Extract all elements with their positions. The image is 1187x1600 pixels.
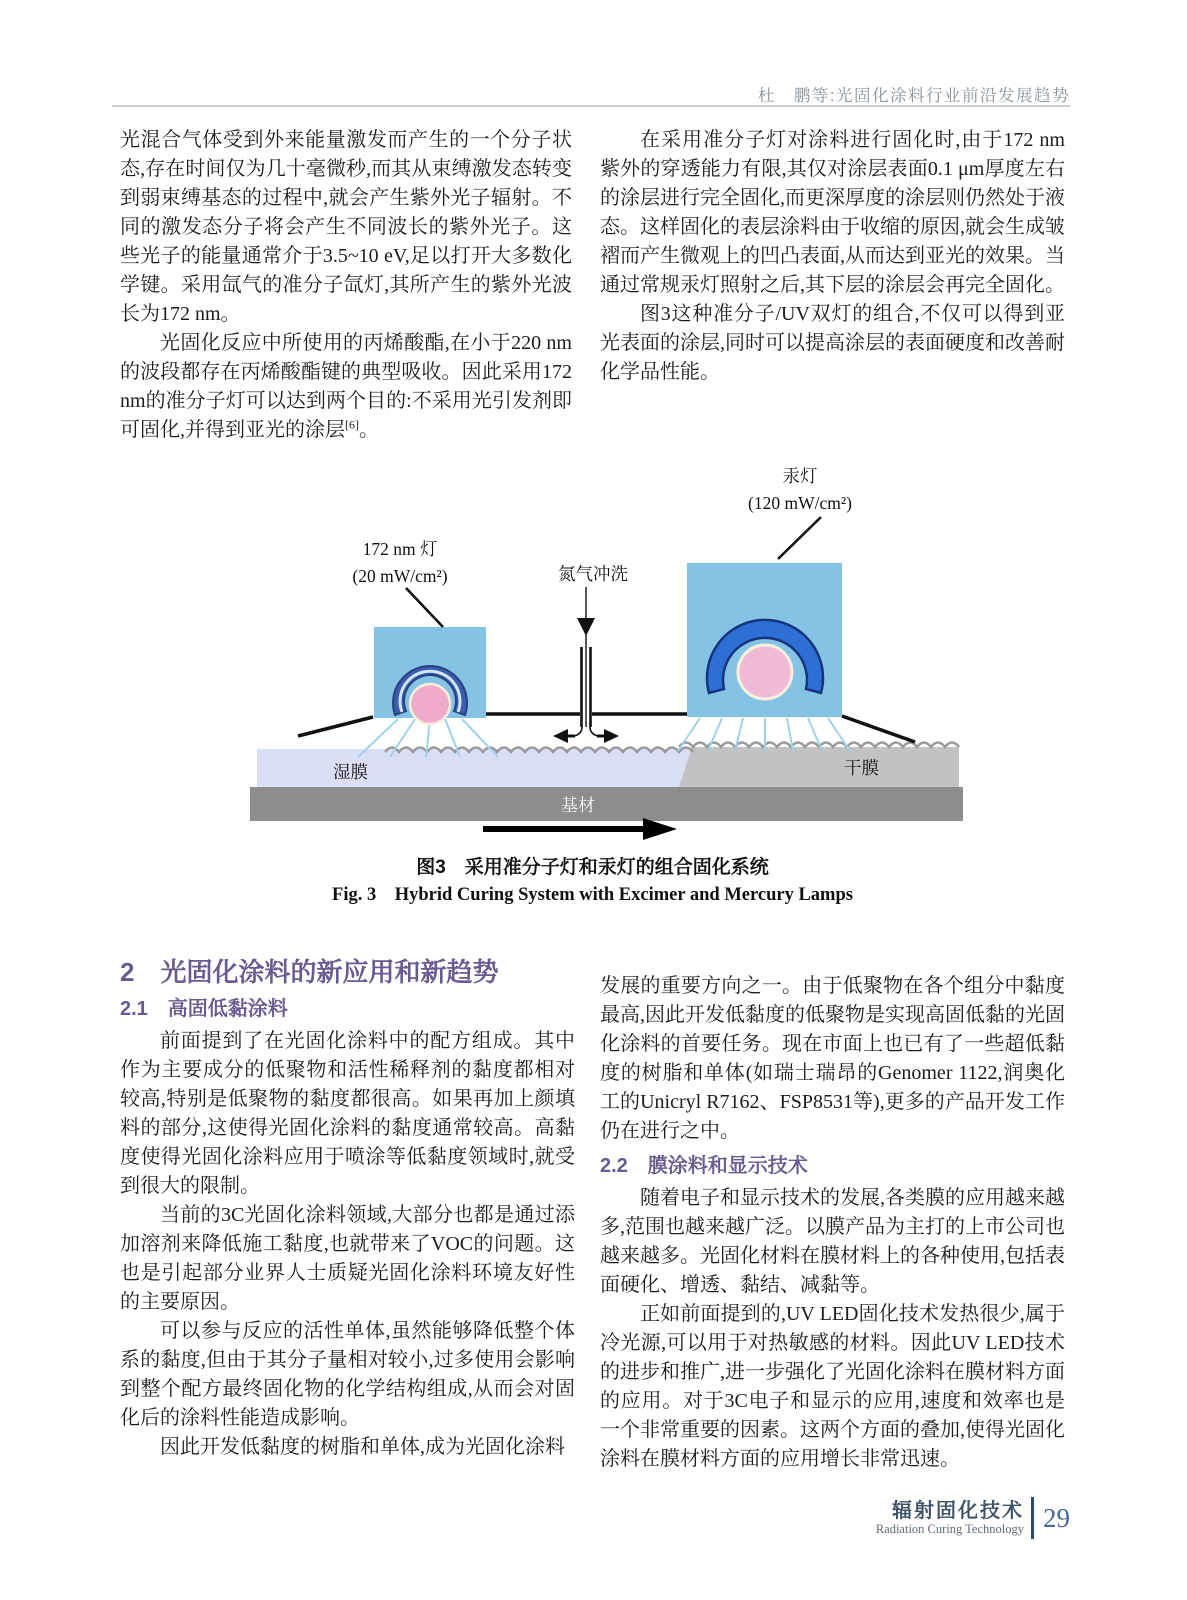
bottom-right-column bbox=[600, 972, 1065, 1474]
substrate-band bbox=[250, 787, 963, 821]
top-left-column bbox=[120, 126, 572, 445]
mercury-lamp-rays bbox=[678, 718, 850, 751]
top-right-column bbox=[600, 126, 1065, 387]
paragraph-text: 。 bbox=[359, 419, 379, 441]
excimer-lamp-label-line2: (20 mW/cm²) bbox=[352, 566, 448, 586]
figure-3 bbox=[230, 455, 970, 847]
journal-name-en: Radiation Curing Technology bbox=[875, 1521, 1024, 1536]
paragraph: 可以参与反应的活性单体,虽然能够降低整个体系的黏度,但由于其分子量相对较小,过多使用会影响到整个配方最终固化物的化学结构组成,从而会对固化后的涂料性能造成影响。 bbox=[120, 1319, 575, 1429]
paragraph: 当前的3C光固化涂料领域,大部分也都是通过添加溶剂来降低施工黏度,也就带来了VOC的问题。这也是引起部分业界人士质疑光固化涂料环境友好性的主要原因。 bbox=[120, 1203, 575, 1313]
figure-caption-en: Fig. 3 Hybrid Curing System with Excimer and Mercury Lamps bbox=[332, 885, 853, 905]
wet-film-label: 湿膜 bbox=[333, 762, 368, 782]
paragraph: 在采用准分子灯对涂料进行固化时,由于172 nm紫外的穿透能力有限,其仅对涂层表面0.1 μm厚度左右的涂层进行完全固化,而更深厚度的涂层则仍然处于液态。这样固化的表层涂料由于收缩的原因,就会生成皱褶而产生微观上的凹凸表面,从而达到亚光的效果。当通过常规汞灯照射之后,其下层的涂层会再完全固化。 bbox=[600, 129, 1065, 296]
citation-ref: [6] bbox=[345, 417, 359, 432]
carrier-line-right-diagonal bbox=[842, 716, 915, 742]
dry-film-label: 干膜 bbox=[844, 758, 879, 778]
purge-left-arrowhead bbox=[553, 729, 568, 743]
paragraph: 因此开发低黏度的树脂和单体,成为光固化涂料 bbox=[160, 1435, 565, 1458]
journal-name-zh: 辐射固化技术 bbox=[892, 1499, 1024, 1522]
paragraph: 光混合气体受到外来能量激发而产生的一个分子状态,存在时间仅为几十毫微秒,而其从束缚激发态转变到弱束缚基态的过程中,就会产生紫外光子辐射。不同的激发态分子将会产生不同波长的紫外光子。这些光子的能量通常介于3.5~10 eV,足以打开大多数化学键。采用氙气的准分子氙灯,其所产生的紫外光波长为172 nm。 bbox=[120, 129, 572, 325]
section-2-1-heading: 2.1 高固低黏涂料 bbox=[120, 997, 288, 1020]
hybrid-curing-diagram bbox=[230, 455, 970, 847]
paragraph: 发展的重要方向之一。由于低聚物在各个组分中黏度最高,因此开发低黏度的低聚物是实现高固低黏的光固化涂料的首要任务。现在市面上也已有了一些超低黏度的树脂和单体(如瑞士瑞昂的Genomer 1122,润奥化工的Unicryl R7162、FSP8531等),更多的产品开发工作仍在进行之中。 bbox=[600, 975, 1065, 1142]
dry-film-region bbox=[679, 747, 959, 787]
nozzle-split-left bbox=[574, 727, 582, 736]
nitrogen-purge bbox=[553, 587, 619, 743]
footer-divider bbox=[1031, 1497, 1034, 1539]
paragraph: 正如前面提到的,UV LED固化技术发热很少,属于冷光源,可以用于对热敏感的材料。因此UV LED技术的进步和推广,进一步强化了光固化涂料在膜材料方面的应用。对于3C电子和显示的应用,速度和效率也是一个非常重要的因素。这两个方面的叠加,使得光固化涂料在膜材料方面的应用增长非常迅速。 bbox=[600, 1303, 1065, 1470]
wet-film-region bbox=[257, 749, 692, 787]
journal-name-block bbox=[876, 1500, 1024, 1537]
paragraph: 随着电子和显示技术的发展,各类膜的应用越来越多,范围也越来越广泛。以膜产品为主打的上市公司也越来越多。光固化材料在膜材料上的各种使用,包括表面硬化、增透、黏结、减黏等。 bbox=[600, 1187, 1065, 1296]
section-2-2-heading: 2.2 膜涂料和显示技术 bbox=[600, 1155, 808, 1177]
page-number: 29 bbox=[1043, 1502, 1070, 1533]
paragraph: 前面提到了在光固化涂料中的配方组成。其中作为主要成分的低聚物和活性稀释剂的黏度都相对较高,特别是低聚物的黏度都很高。如果再加上颜填料的部分,这使得光固化涂料的黏度通常较高。高黏度使得光固化涂料应用于喷涂等低黏度领域时,就受到很大的限制。 bbox=[120, 1029, 575, 1197]
mercury-label-pointer bbox=[778, 517, 821, 559]
excimer-label-pointer bbox=[406, 588, 443, 627]
excimer-lamp-label-line1: 172 nm 灯 bbox=[362, 539, 438, 559]
figure-caption-zh: 图3 采用准分子灯和汞灯的组合固化系统 bbox=[416, 857, 769, 878]
section-2-heading: 2 光固化涂料的新应用和新趋势 bbox=[120, 957, 499, 987]
mercury-bulb bbox=[738, 645, 792, 699]
running-head: 杜 鹏等:光固化涂料行业前沿发展趋势 bbox=[757, 87, 1070, 105]
mercury-lamp-label-line1: 汞灯 bbox=[782, 466, 818, 486]
paragraph: 图3这种准分子/UV双灯的组合,不仅可以得到亚光表面的涂层,同时可以提高涂层的表面硬度和改善耐化学品性能。 bbox=[600, 303, 1065, 383]
purge-right-arrowhead bbox=[604, 729, 619, 743]
nozzle-split-right bbox=[590, 727, 598, 736]
paragraph bbox=[120, 329, 572, 445]
conveyor-direction-arrow bbox=[483, 818, 677, 840]
page-footer bbox=[112, 1497, 1070, 1539]
mercury-lamp-label-line2: (120 mW/cm²) bbox=[748, 493, 852, 513]
paragraph-text: 光固化反应中所使用的丙烯酸酯,在小于220 nm的波段都存在丙烯酸酯键的典型吸收。因此采用172 nm的准分子灯可以达到两个目的:不采用光引发剂即可固化,并得到亚光的涂层 bbox=[120, 332, 572, 441]
excimer-lamp bbox=[374, 627, 486, 724]
mercury-lamp bbox=[687, 563, 842, 717]
excimer-bulb bbox=[410, 684, 450, 724]
header-rule bbox=[112, 105, 1070, 107]
nitrogen-purge-label: 氮气冲洗 bbox=[558, 564, 628, 584]
nitrogen-down-arrowhead bbox=[577, 618, 595, 636]
substrate-label: 基材 bbox=[561, 796, 595, 815]
bottom-left-column bbox=[120, 956, 575, 1462]
carrier-line-left-diagonal bbox=[298, 717, 373, 736]
